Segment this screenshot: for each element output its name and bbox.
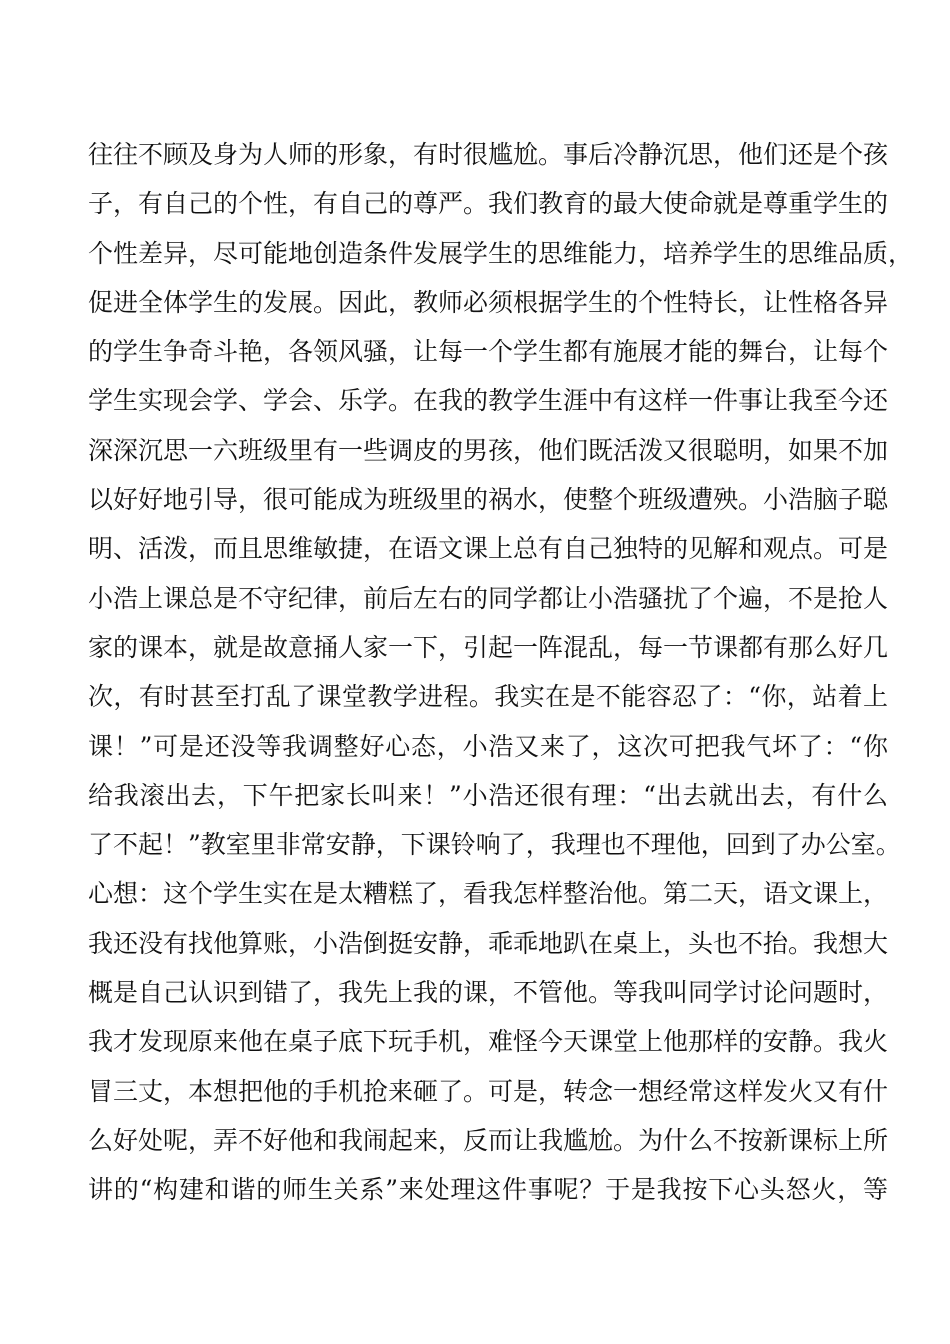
text-line: 心想：这个学生实在是太糟糕了，看我怎样整治他。第二天，语文课上，	[88, 879, 889, 909]
text-line: 促进全体学生的发展。因此，教师必须根据学生的个性特长，让性格各异	[88, 287, 889, 317]
text-line: 我还没有找他算账，小浩倒挺安静，乖乖地趴在桌上，头也不抬。我想大	[88, 928, 889, 958]
text-line: 讲的“构建和谐的师生关系”来处理这件事呢？于是我按下心头怒火，等	[88, 1175, 888, 1205]
text-line: 子，有自己的个性，有自己的尊严。我们教育的最大使命就是尊重学生的	[88, 189, 889, 219]
text-line: 概是自己认识到错了，我先上我的课，不管他。等我叫同学讨论问题时，	[88, 978, 889, 1008]
text-line: 冒三丈，本想把他的手机抢来砸了。可是，转念一想经常这样发火又有什	[88, 1076, 889, 1106]
text-line: 课！”可是还没等我调整好心态，小浩又来了，这次可把我气坏了：“你	[88, 731, 888, 761]
text-line: 明、活泼，而且思维敏捷，在语文课上总有自己独特的见解和观点。可是	[88, 534, 889, 564]
text-line: 我才发现原来他在桌子底下玩手机，难怪今天课堂上他那样的安静。我火	[88, 1027, 889, 1057]
text-line: 个性差异，尽可能地创造条件发展学生的思维能力，培养学生的思维品质，	[88, 238, 914, 268]
text-line: 小浩上课总是不守纪律，前后左右的同学都让小浩骚扰了个遍，不是抢人	[88, 583, 889, 613]
text-line: 给我滚出去，下午把家长叫来！”小浩还很有理：“出去就出去，有什么	[88, 780, 888, 810]
body-text	[88, 130, 914, 1215]
text-line: 深深沉思一六班级里有一些调皮的男孩，他们既活泼又很聪明，如果不加	[88, 435, 889, 465]
text-line: 了不起！”教室里非常安静，下课铃响了，我理也不理他，回到了办公室。	[88, 830, 901, 860]
text-line: 学生实现会学、学会、乐学。在我的教学生涯中有这样一件事让我至今还	[88, 386, 889, 416]
text-line: 家的课本，就是故意捅人家一下，引起一阵混乱，每一节课都有那么好几	[88, 632, 889, 662]
text-line: 么好处呢，弄不好他和我闹起来，反而让我尴尬。为什么不按新课标上所	[88, 1125, 889, 1155]
text-line: 的学生争奇斗艳，各领风骚，让每一个学生都有施展才能的舞台，让每个	[88, 337, 889, 367]
text-line: 次，有时甚至打乱了课堂教学进程。我实在是不能容忍了：“你，站着上	[88, 682, 888, 712]
text-line: 往往不顾及身为人师的形象，有时很尴尬。事后冷静沉思，他们还是个孩	[88, 140, 889, 169]
text-line: 以好好地引导，很可能成为班级里的祸水，使整个班级遭殃。小浩脑子聪	[88, 485, 889, 515]
